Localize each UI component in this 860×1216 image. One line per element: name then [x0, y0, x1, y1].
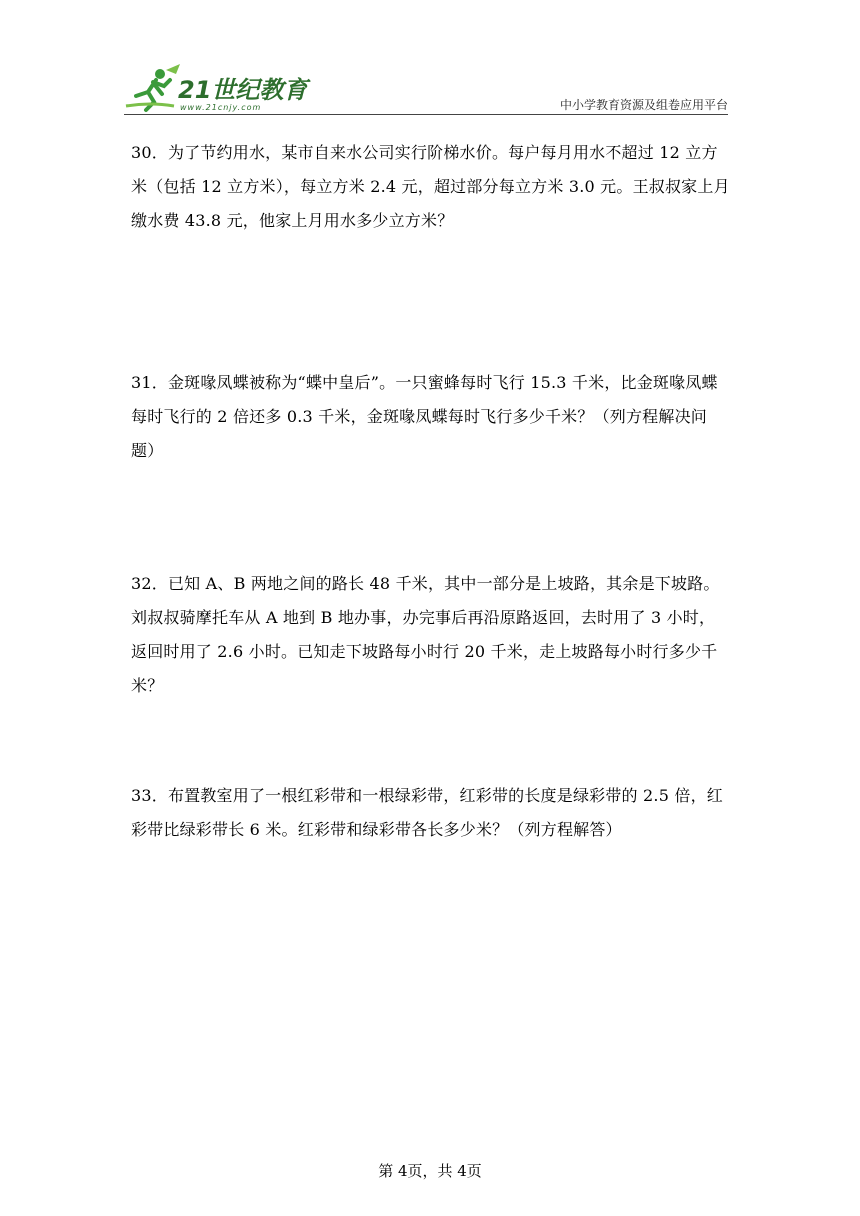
page-header: [120, 62, 740, 122]
header-divider: [124, 114, 728, 115]
question-33: 33．布置教室用了一根红彩带和一根绿彩带，红彩带的长度是绿彩带的 2.5 倍，红彩带比绿彩带长 6 米。红彩带和绿彩带各长多少米？（列方程解答）: [131, 786, 723, 839]
platform-label: 中小学教育资源及组卷应用平台: [559, 98, 728, 112]
question-30: 30．为了节约用水，某市自来水公司实行阶梯水价。每户每月用水不超过 12 立方米（包括 12 立方米），每立方米 2.4 元，超过部分每立方米 3.0 元。王叔叔家上月缴水费 43.8 元，他家上月用水多少立方米？: [131, 143, 730, 230]
logo: [120, 62, 320, 114]
page-number: 第 4页，共 4页: [378, 1162, 482, 1180]
logo-text: 21世纪教育: [178, 76, 308, 104]
runner-icon: [126, 64, 180, 110]
question-31: 31．金斑喙凤蝶被称为“蝶中皇后”。一只蜜蜂每时飞行 15.3 千米，比金斑喙凤蝶每时飞行的 2 倍还多 0.3 千米，金斑喙凤蝶每时飞行多少千米？（列方程解决问题）: [131, 373, 718, 460]
question-32: 32．已知 A、B 两地之间的路长 48 千米，其中一部分是上坡路，其余是下坡路。刘叔叔骑摩托车从 A 地到 B 地办事，办完事后再沿原路返回，去时用了 3 小时，返回时用了 2.6 小时。已知走下坡路每小时行 20 千米，走上坡路每小时行多少千米？: [131, 574, 720, 695]
logo-url: www.21cnjy.com: [180, 103, 262, 112]
